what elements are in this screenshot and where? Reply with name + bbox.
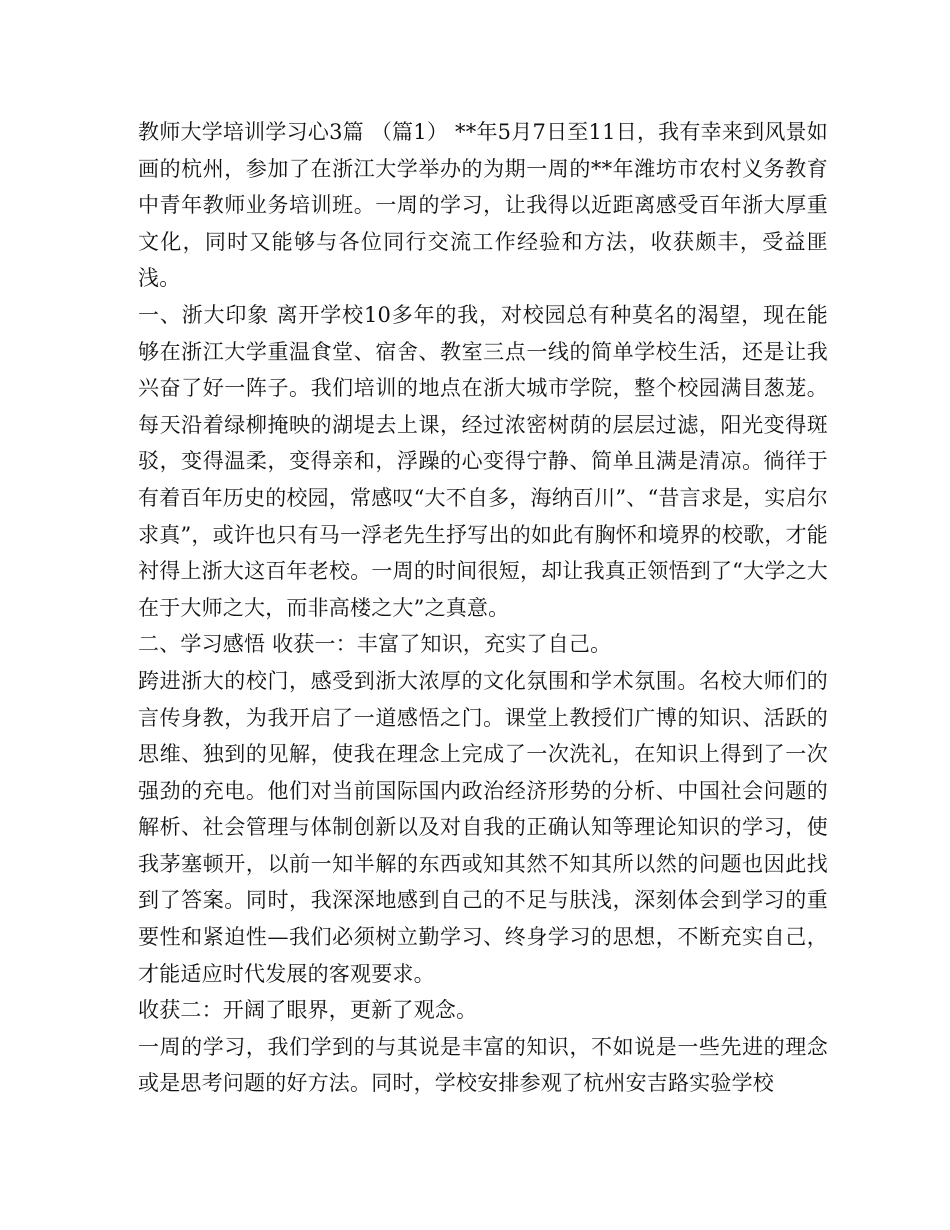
paragraph-learning-gain-two-heading: 收获二：开阔了眼界，更新了观念。 xyxy=(138,998,478,1023)
paragraph-learning-gain-one-heading: 二、学习感悟 收获一：丰富了知识，充实了自己。 xyxy=(138,632,612,657)
document-body xyxy=(138,114,828,1102)
paragraph-zheda-impression: 一、浙大印象 离开学校10多年的我，对校园总有种莫名的渴望，现在能够在浙江大学重温食堂、宿舍、教室三点一线的简单学校生活，还是让我兴奋了好一阵子。我们培训的地点在浙大城市学院，整个校园满目葱茏。每天沿着绿柳掩映的湖堤去上课，经过浓密树荫的层层过滤，阳光变得斑驳，变得温柔，变得亲和，浮躁的心变得宁静、简单且满是清凉。徜徉于有着百年历史的校园，常感叹“大不自多，海纳百川”、“昔言求是，实启尔求真”，或许也只有马一浮老先生抒写出的如此有胸怀和境界的校歌，才能衬得上浙大这百年老校。一周的时间很短，却让我真正领悟到了“大学之大在于大师之大，而非高楼之大”之真意。 xyxy=(138,302,829,620)
paragraph-learning-gain-two: 一周的学习，我们学到的与其说是丰富的知识，不如说是一些先进的理念或是思考问题的好方法。同时，学校安排参观了杭州安吉路实验学校 xyxy=(138,1034,828,1096)
paragraph-intro: 教师大学培训学习心3篇 （篇1） **年5月7日至11日，我有幸来到风景如画的杭州，参加了在浙江大学举办的为期一周的**年潍坊市农村义务教育中青年教师业务培训班。一周的学习，让我得以近距离感受百年浙大厚重文化，同时又能够与各位同行交流工作经验和方法，收获颇丰，受益匪浅。 xyxy=(138,120,828,291)
paragraph-learning-gain-one: 跨进浙大的校门，感受到浙大浓厚的文化氛围和学术氛围。名校大师们的言传身教，为我开启了一道感悟之门。课堂上教授们广博的知识、活跃的思维、独到的见解，使我在理念上完成了一次洗礼，在知识上得到了一次强劲的充电。他们对当前国际国内政治经济形势的分析、中国社会问题的解析、社会管理与体制创新以及对自我的正确认知等理论知识的学习，使我茅塞顿开，以前一知半解的东西或知其然不知其所以然的问题也因此找到了答案。同时，我深深地感到自己的不足与肤浅，深刻体会到学习的重要性和紧迫性—我们必须树立勤学习、终身学习的思想，不断充实自己，才能适应时代发展的客观要求。 xyxy=(138,668,828,986)
